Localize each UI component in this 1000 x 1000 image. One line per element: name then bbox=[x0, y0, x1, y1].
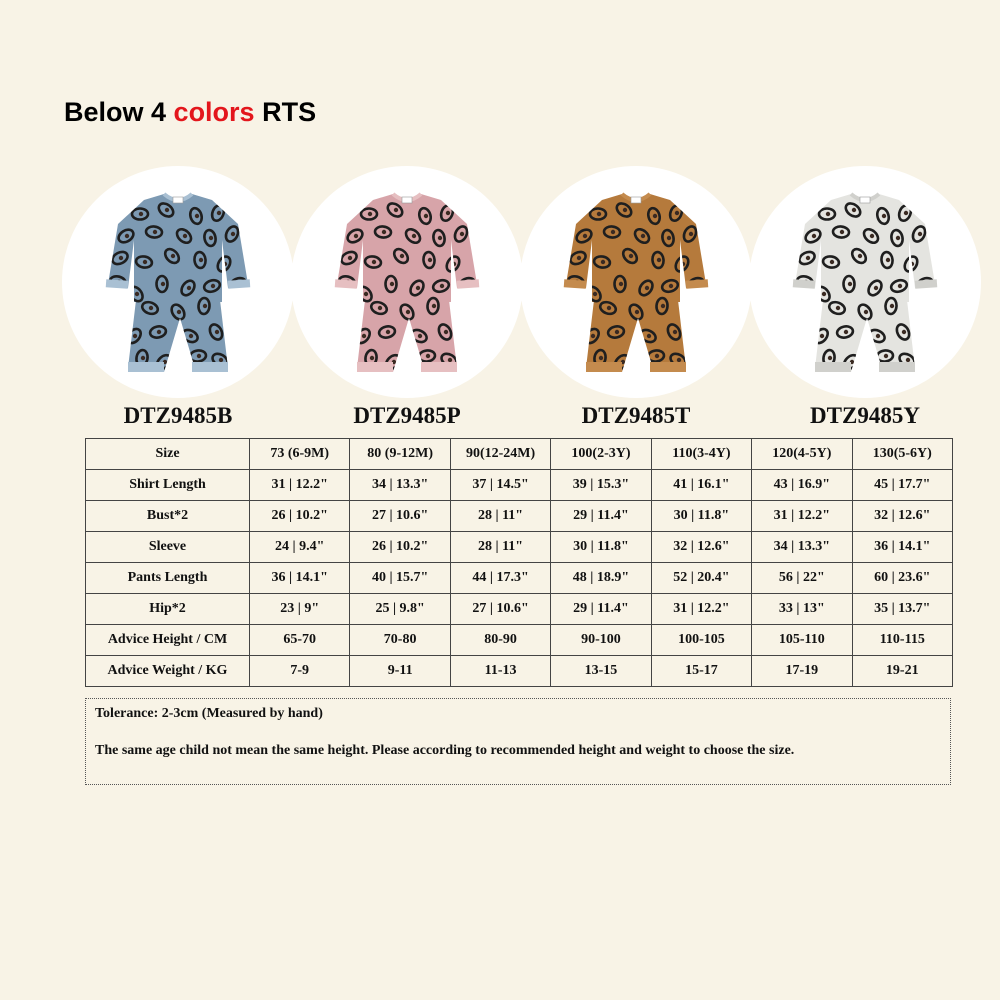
table-cell: 34 | 13.3" bbox=[752, 532, 852, 563]
table-cell: 100-105 bbox=[651, 625, 751, 656]
product-card[interactable] bbox=[62, 166, 294, 436]
product-card[interactable] bbox=[291, 166, 523, 436]
sizing-advice-note: The same age child not mean the same height. Please according to recommended height and weight to choose the size. bbox=[95, 743, 795, 758]
table-cell: 36 | 14.1" bbox=[250, 563, 350, 594]
table-cell: 48 | 18.9" bbox=[551, 563, 651, 594]
table-row bbox=[86, 563, 953, 594]
table-row bbox=[86, 501, 953, 532]
table-cell: 39 | 15.3" bbox=[551, 470, 651, 501]
table-row bbox=[86, 656, 953, 687]
table-cell: 110-115 bbox=[852, 625, 952, 656]
product-code: DTZ9485T bbox=[581, 403, 691, 428]
table-cell: 43 | 16.9" bbox=[752, 470, 852, 501]
table-cell: 52 | 20.4" bbox=[651, 563, 751, 594]
table-cell: 17-19 bbox=[752, 656, 852, 687]
table-cell: 31 | 12.2" bbox=[752, 501, 852, 532]
table-row-label: Pants Length bbox=[86, 563, 250, 594]
table-cell: 27 | 10.6" bbox=[350, 501, 450, 532]
table-header-cell: 73 (6-9M) bbox=[250, 439, 350, 470]
pajama-set-image bbox=[62, 166, 294, 398]
table-cell: 37 | 14.5" bbox=[450, 470, 550, 501]
table-cell: 31 | 12.2" bbox=[250, 470, 350, 501]
product-photo bbox=[62, 166, 294, 398]
table-cell: 11-13 bbox=[450, 656, 550, 687]
table-cell: 30 | 11.8" bbox=[551, 532, 651, 563]
page-headline bbox=[64, 97, 316, 128]
table-cell: 32 | 12.6" bbox=[651, 532, 751, 563]
table-cell: 30 | 11.8" bbox=[651, 501, 751, 532]
headline-part1: Below 4 bbox=[64, 97, 167, 127]
table-cell: 60 | 23.6" bbox=[852, 563, 952, 594]
table-cell: 90-100 bbox=[551, 625, 651, 656]
table-cell: 26 | 10.2" bbox=[250, 501, 350, 532]
product-photo bbox=[291, 166, 523, 398]
table-header-cell: 80 (9-12M) bbox=[350, 439, 450, 470]
table-cell: 32 | 12.6" bbox=[852, 501, 952, 532]
pajama-set-image bbox=[520, 166, 752, 398]
table-row bbox=[86, 625, 953, 656]
product-code: DTZ9485B bbox=[123, 403, 233, 428]
tolerance-note: Tolerance: 2-3cm (Measured by hand) bbox=[95, 706, 323, 721]
table-header-cell: 100(2-3Y) bbox=[551, 439, 651, 470]
table-cell: 34 | 13.3" bbox=[350, 470, 450, 501]
table-cell: 13-15 bbox=[551, 656, 651, 687]
table-cell: 56 | 22" bbox=[752, 563, 852, 594]
table-cell: 40 | 15.7" bbox=[350, 563, 450, 594]
table-cell: 28 | 11" bbox=[450, 532, 550, 563]
table-cell: 41 | 16.1" bbox=[651, 470, 751, 501]
table-cell: 45 | 17.7" bbox=[852, 470, 952, 501]
table-cell: 7-9 bbox=[250, 656, 350, 687]
table-cell: 24 | 9.4" bbox=[250, 532, 350, 563]
table-cell: 25 | 9.8" bbox=[350, 594, 450, 625]
table-cell: 70-80 bbox=[350, 625, 450, 656]
size-chart-table bbox=[85, 438, 953, 687]
headline-accent: colors bbox=[173, 97, 255, 127]
table-cell: 36 | 14.1" bbox=[852, 532, 952, 563]
table-row-label: Shirt Length bbox=[86, 470, 250, 501]
table-cell: 29 | 11.4" bbox=[551, 594, 651, 625]
table-row bbox=[86, 532, 953, 563]
table-cell: 105-110 bbox=[752, 625, 852, 656]
table-cell: 28 | 11" bbox=[450, 501, 550, 532]
table-header-cell: Size bbox=[86, 439, 250, 470]
table-cell: 23 | 9" bbox=[250, 594, 350, 625]
product-photo bbox=[520, 166, 752, 398]
table-header-cell: 90(12-24M) bbox=[450, 439, 550, 470]
table-cell: 26 | 10.2" bbox=[350, 532, 450, 563]
table-header-row bbox=[86, 439, 953, 470]
table-cell: 9-11 bbox=[350, 656, 450, 687]
table-row-label: Bust*2 bbox=[86, 501, 250, 532]
table-cell: 35 | 13.7" bbox=[852, 594, 952, 625]
table-cell: 19-21 bbox=[852, 656, 952, 687]
table-cell: 27 | 10.6" bbox=[450, 594, 550, 625]
product-code: DTZ9485P bbox=[353, 403, 461, 428]
table-header-cell: 130(5-6Y) bbox=[852, 439, 952, 470]
notes-box bbox=[85, 698, 951, 785]
table-row-label: Hip*2 bbox=[86, 594, 250, 625]
table-row-label: Sleeve bbox=[86, 532, 250, 563]
pajama-set-image bbox=[291, 166, 523, 398]
table-row bbox=[86, 470, 953, 501]
table-row-label: Advice Weight / KG bbox=[86, 656, 250, 687]
product-code: DTZ9485Y bbox=[810, 403, 920, 428]
table-header-cell: 110(3-4Y) bbox=[651, 439, 751, 470]
table-cell: 29 | 11.4" bbox=[551, 501, 651, 532]
product-photo bbox=[749, 166, 981, 398]
table-cell: 44 | 17.3" bbox=[450, 563, 550, 594]
table-cell: 31 | 12.2" bbox=[651, 594, 751, 625]
table-row-label: Advice Height / CM bbox=[86, 625, 250, 656]
table-row bbox=[86, 594, 953, 625]
table-header-cell: 120(4-5Y) bbox=[752, 439, 852, 470]
headline-part2: RTS bbox=[262, 97, 317, 127]
table-cell: 80-90 bbox=[450, 625, 550, 656]
product-card[interactable] bbox=[749, 166, 981, 436]
table-cell: 65-70 bbox=[250, 625, 350, 656]
table-cell: 15-17 bbox=[651, 656, 751, 687]
table-cell: 33 | 13" bbox=[752, 594, 852, 625]
product-card[interactable] bbox=[520, 166, 752, 436]
pajama-set-image bbox=[749, 166, 981, 398]
